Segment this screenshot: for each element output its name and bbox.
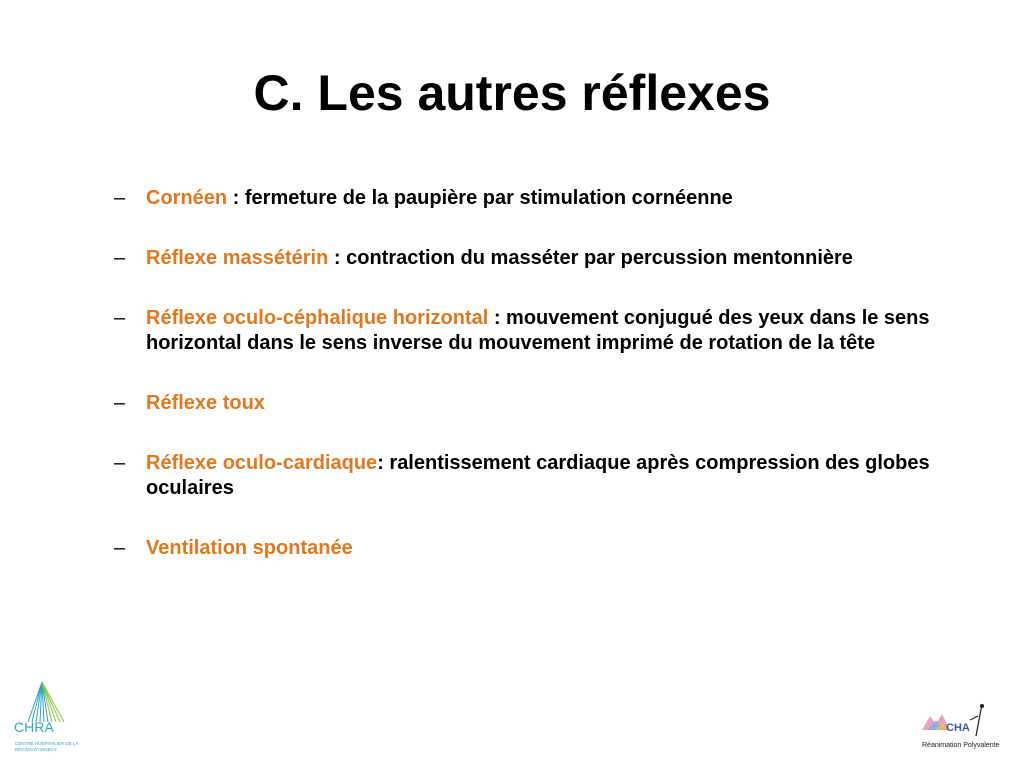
bullet-dash: – — [114, 187, 126, 209]
cha-mountain-icon — [916, 700, 1012, 740]
bullet-dash: – — [114, 307, 126, 329]
bullet-term: Réflexe massétérin — [146, 247, 329, 269]
bullet-term: Cornéen — [146, 187, 228, 209]
cha-logo — [916, 700, 1012, 760]
bullet-term: Réflexe toux — [146, 392, 265, 414]
slide-title: C. Les autres réflexes — [253, 65, 771, 121]
list-item — [114, 246, 964, 271]
bullet-term: Réflexe oculo-céphalique horizontal — [146, 307, 489, 329]
bullet-text: : ralentissement cardiaque après compression des globes oculaires — [146, 452, 930, 499]
bullet-term: Réflexe oculo-cardiaque — [146, 452, 378, 474]
bullet-term: Ventilation spontanée — [146, 537, 353, 559]
bullet-dash: – — [114, 392, 126, 414]
chra-logo-subtitle: CENTRE HOSPITALIER DE LA RÉGION D'ANNECY — [15, 741, 79, 752]
bullet-dash: – — [114, 452, 126, 474]
bullet-text: : mouvement conjugué des yeux dans le sens horizontal dans le sens inverse du mouvement imprimé de rotation de la tête — [146, 307, 930, 354]
chra-logo — [8, 676, 92, 760]
list-item — [114, 306, 964, 356]
bullet-text: : contraction du masséter par percussion mentonnière — [328, 247, 853, 269]
list-item — [114, 536, 964, 561]
bullet-dash: – — [114, 537, 126, 559]
bullet-dash: – — [114, 247, 126, 269]
bullet-list — [114, 186, 964, 561]
list-item — [114, 186, 964, 211]
cha-logo-subtitle: Réanimation Polyvalente — [922, 742, 1000, 749]
chra-logo-name: CHRA — [14, 719, 54, 735]
bullet-text: : fermeture de la paupière par stimulation cornéenne — [227, 187, 733, 209]
list-item — [114, 391, 964, 416]
list-item — [114, 451, 964, 501]
cha-logo-name: CHA — [946, 722, 970, 734]
